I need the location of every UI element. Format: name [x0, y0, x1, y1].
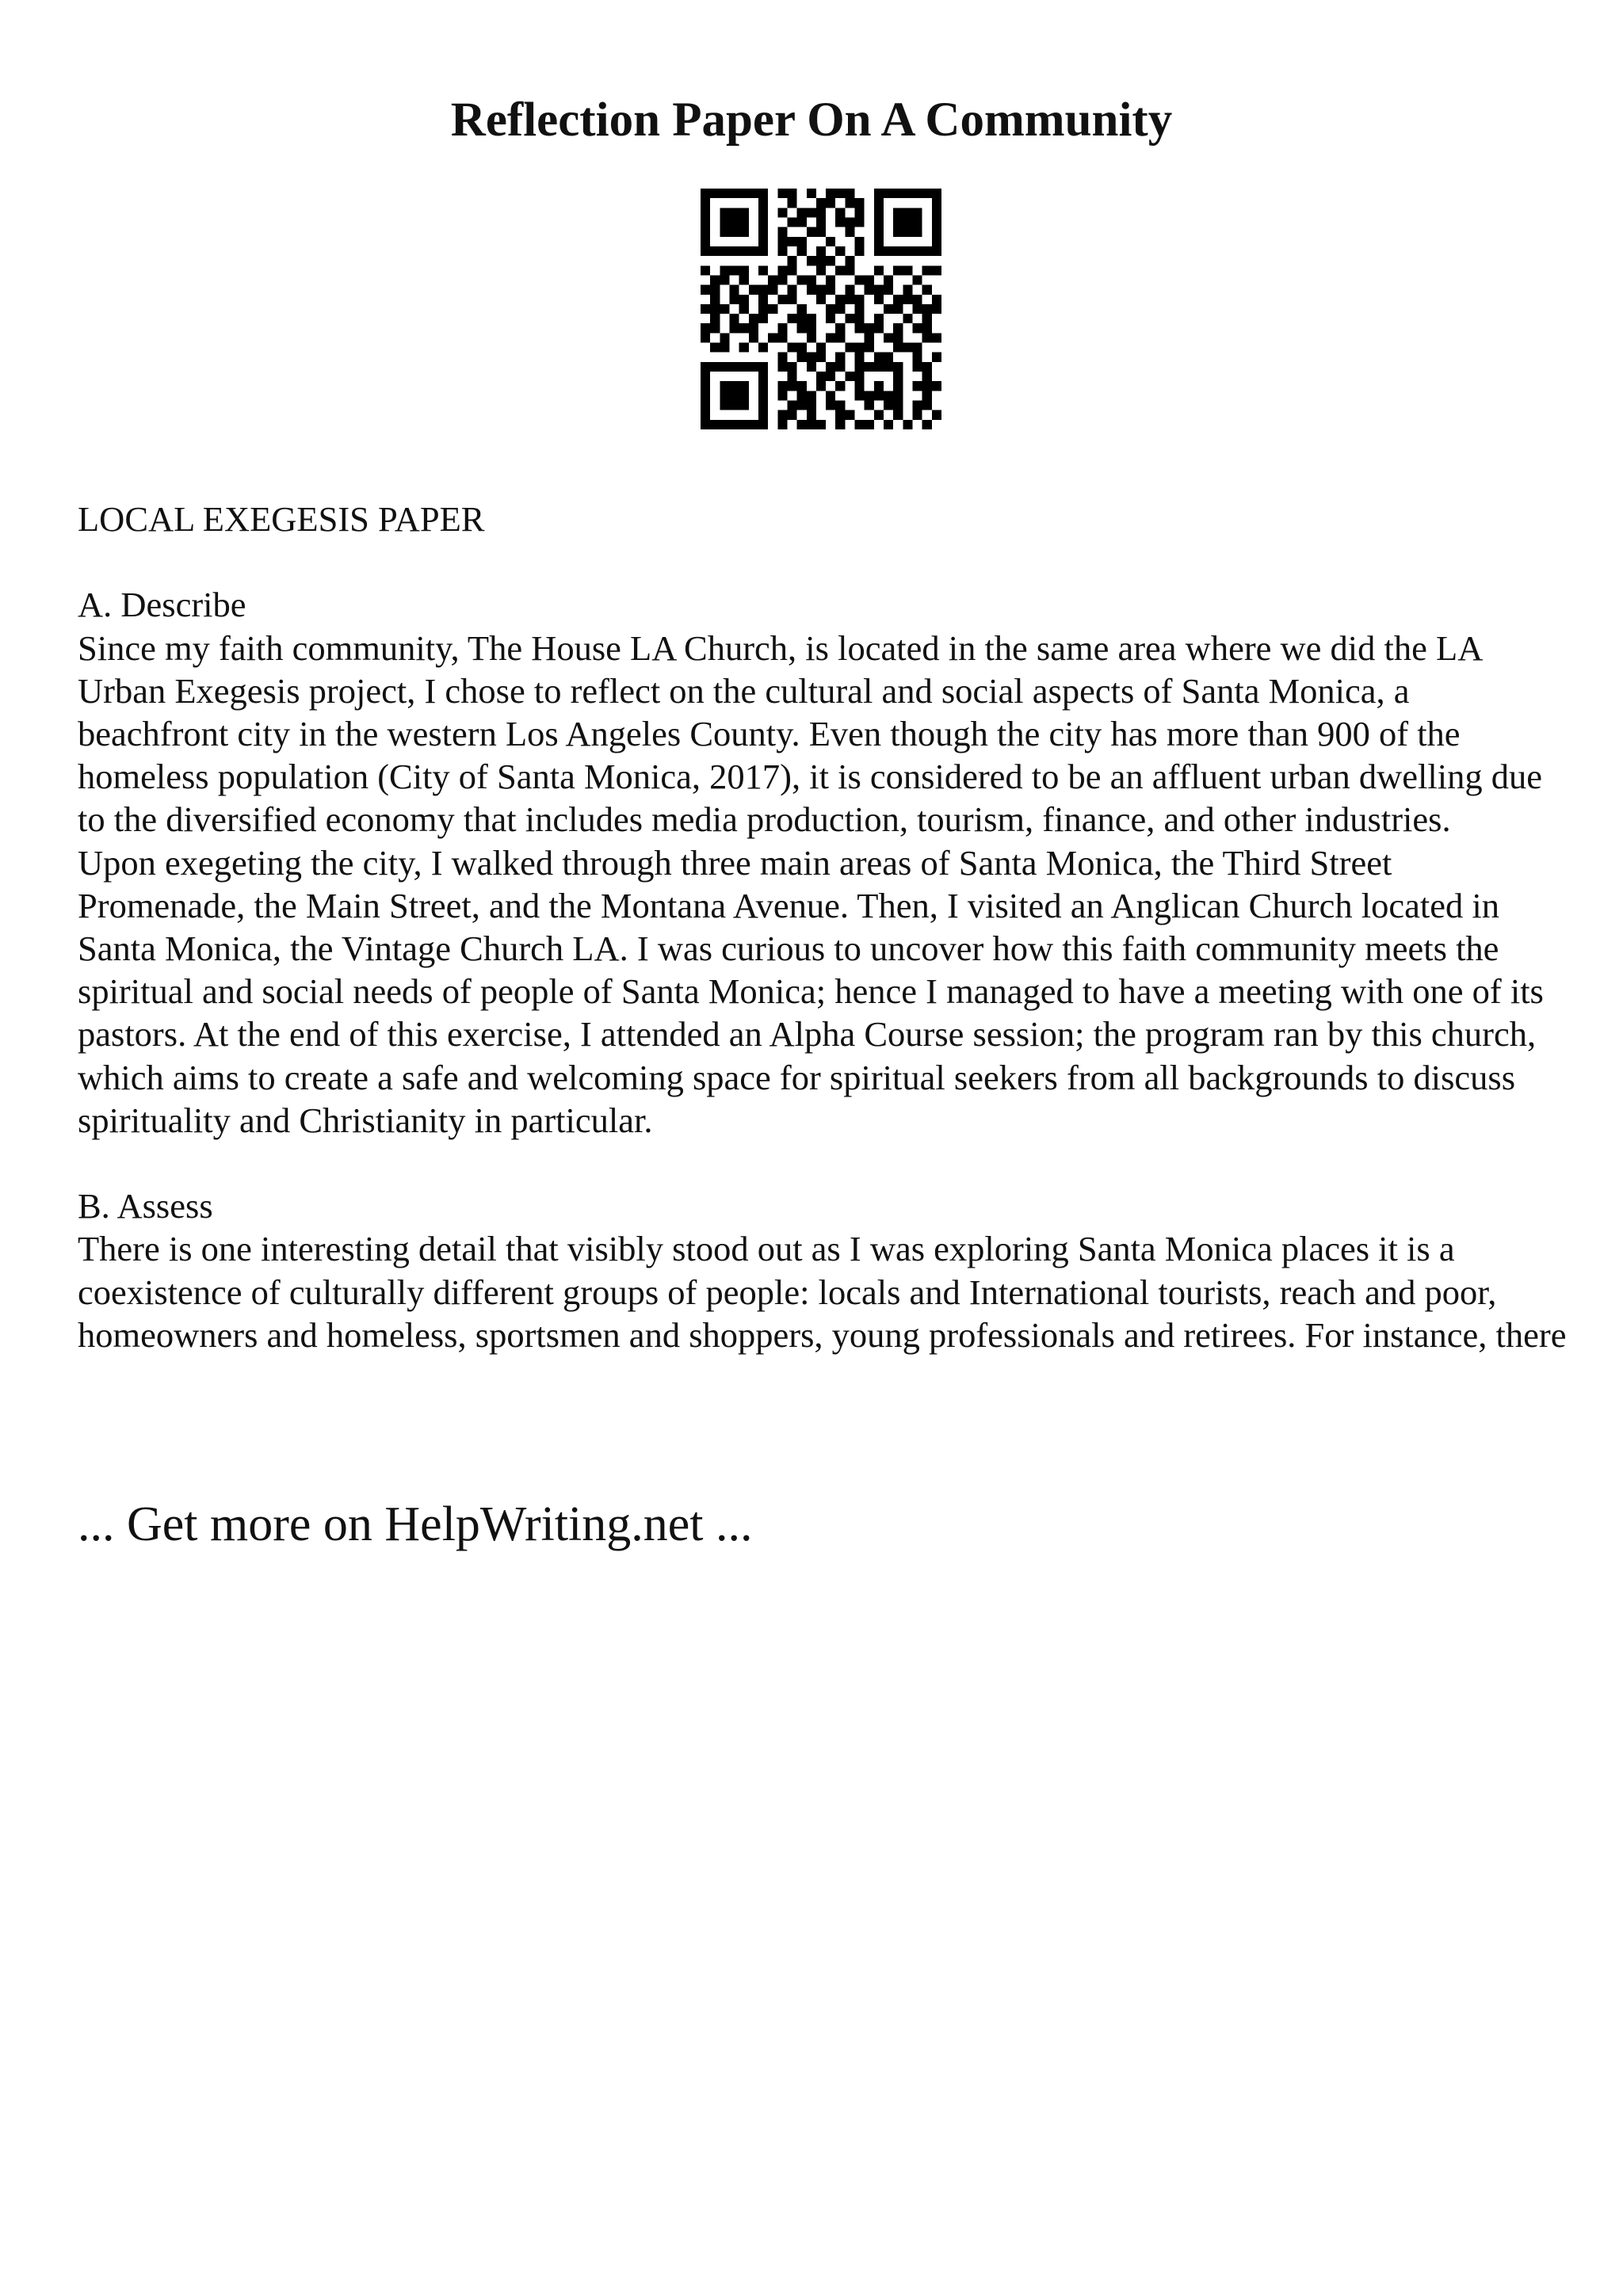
- paragraph: There is one interesting detail that visibly stood out as I was exploring Santa Monica places it is a coexistence of culturally different groups of people: locals and International tourists, reach and poor, homeowners and homeless, sportsmen and shoppers, young professionals and retirees. For instance, there: [78, 1229, 1567, 1355]
- document-title: Reflection Paper On A Community: [450, 93, 1173, 147]
- document-heading: LOCAL EXEGESIS PAPER: [78, 499, 485, 539]
- section-heading-describe: A. Describe: [78, 585, 246, 625]
- qr-code-icon: [701, 189, 941, 429]
- section-heading-assess: B. Assess: [78, 1186, 213, 1226]
- paragraph: Since my faith community, The House LA Church, is located in the same area where we did the LA Urban Exegesis project, I chose to reflect on the cultural and social aspects of Santa Monica, a beachfront city in the western Los Angeles County. Even though the city has more than 900 of the homeless population (City of Santa Monica, 2017), it is considered to be an affluent urban dwelling due to the diversified economy that includes media production, tourism, finance, and other industries.: [78, 627, 1543, 840]
- paragraph: Upon exegeting the city, I walked through three main areas of Santa Monica, the Third Street Promenade, the Main Street, and the Montana Avenue. Then, I visited an Anglican Church located in Santa Monica, the Vintage Church LA. I was curious to uncover how this faith community meets the spiritual and social needs of people of Santa Monica; hence I managed to have a meeting with one of its pastors. At the end of this exercise, I attended an Alpha Course session; the program ran by this church, which aims to create a safe and welcoming space for spiritual seekers from all backgrounds to discuss spirituality and Christianity in particular.: [78, 842, 1544, 1140]
- get-more-link[interactable]: ... Get more on HelpWriting.net ...: [78, 1497, 753, 1551]
- document-body: [78, 498, 1568, 1356]
